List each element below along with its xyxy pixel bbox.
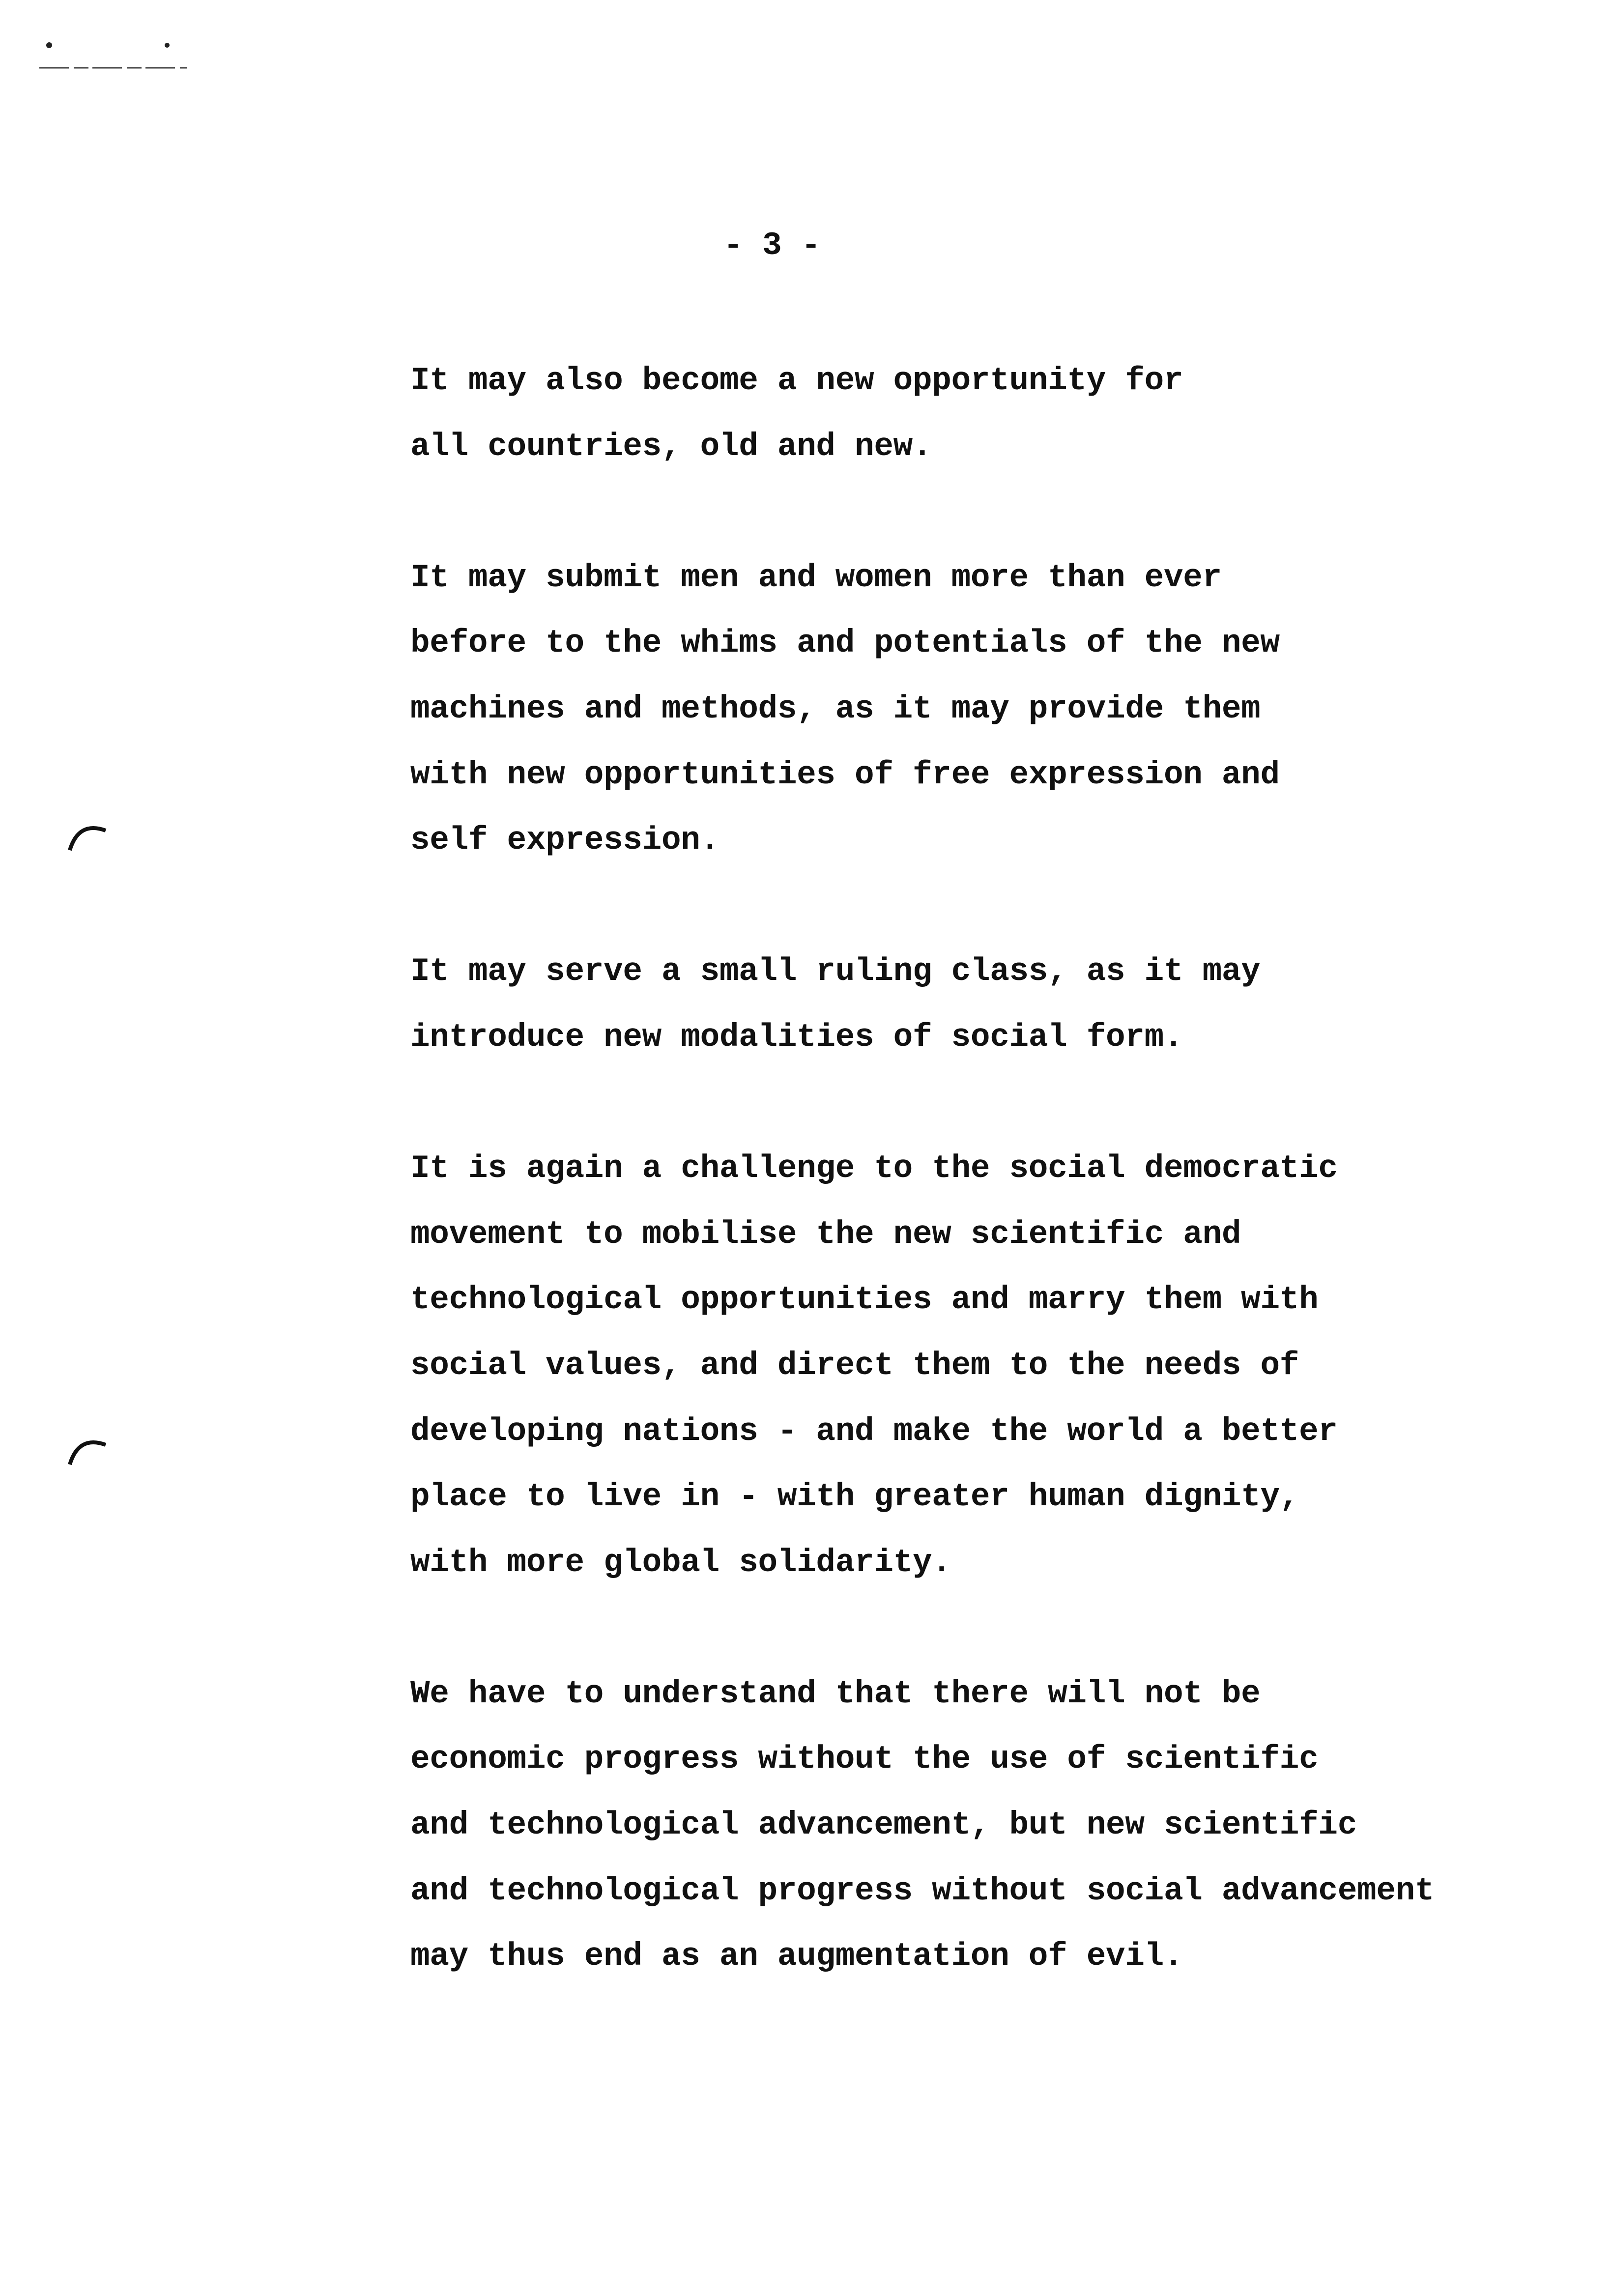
text-line: and technological advancement, but new scientific [410,1807,1357,1844]
paragraph [410,939,1434,1070]
text-line: and technological progress without social advancement [410,1872,1435,1909]
text-line: machines and methods, as it may provide them [410,690,1261,727]
text-line: before to the whims and potentials of the new [410,625,1280,662]
text-line: developing nations - and make the world a better [410,1412,1338,1450]
text-line: introduce new modalities of social form. [410,1018,1183,1056]
punch-hole-mark-1 [64,816,113,855]
text-line: with new opportunities of free expression and [410,756,1280,793]
paragraph [410,348,1434,479]
text-line: place to live in - with greater human dignity, [410,1478,1299,1516]
page-number: - 3 - [723,227,821,264]
paragraph [410,1661,1434,1989]
text-line: It may also become a new opportunity for [410,362,1183,399]
text-line: may thus end as an augmentation of evil. [410,1938,1183,1975]
text-line: It may submit men and women more than ever [410,559,1222,596]
paragraph [410,1136,1434,1595]
text-line: social values, and direct them to the needs of [410,1347,1299,1384]
text-line: It may serve a small ruling class, as it may [410,953,1261,990]
top-left-marks [34,34,192,79]
punch-hole-mark-2 [64,1430,113,1469]
text-line: movement to mobilise the new scientific and [410,1215,1241,1253]
text-line: It is again a challenge to the social democratic [410,1150,1338,1187]
text-line: We have to understand that there will not be [410,1675,1261,1712]
text-line: self expression. [410,822,720,859]
paragraph [410,545,1434,873]
text-line: with more global solidarity. [410,1544,951,1581]
text-line: economic progress without the use of scientific [410,1741,1319,1778]
body-text [410,348,1434,2055]
text-line: all countries, old and new. [410,428,932,465]
text-line: technological opportunities and marry them with [410,1281,1319,1319]
